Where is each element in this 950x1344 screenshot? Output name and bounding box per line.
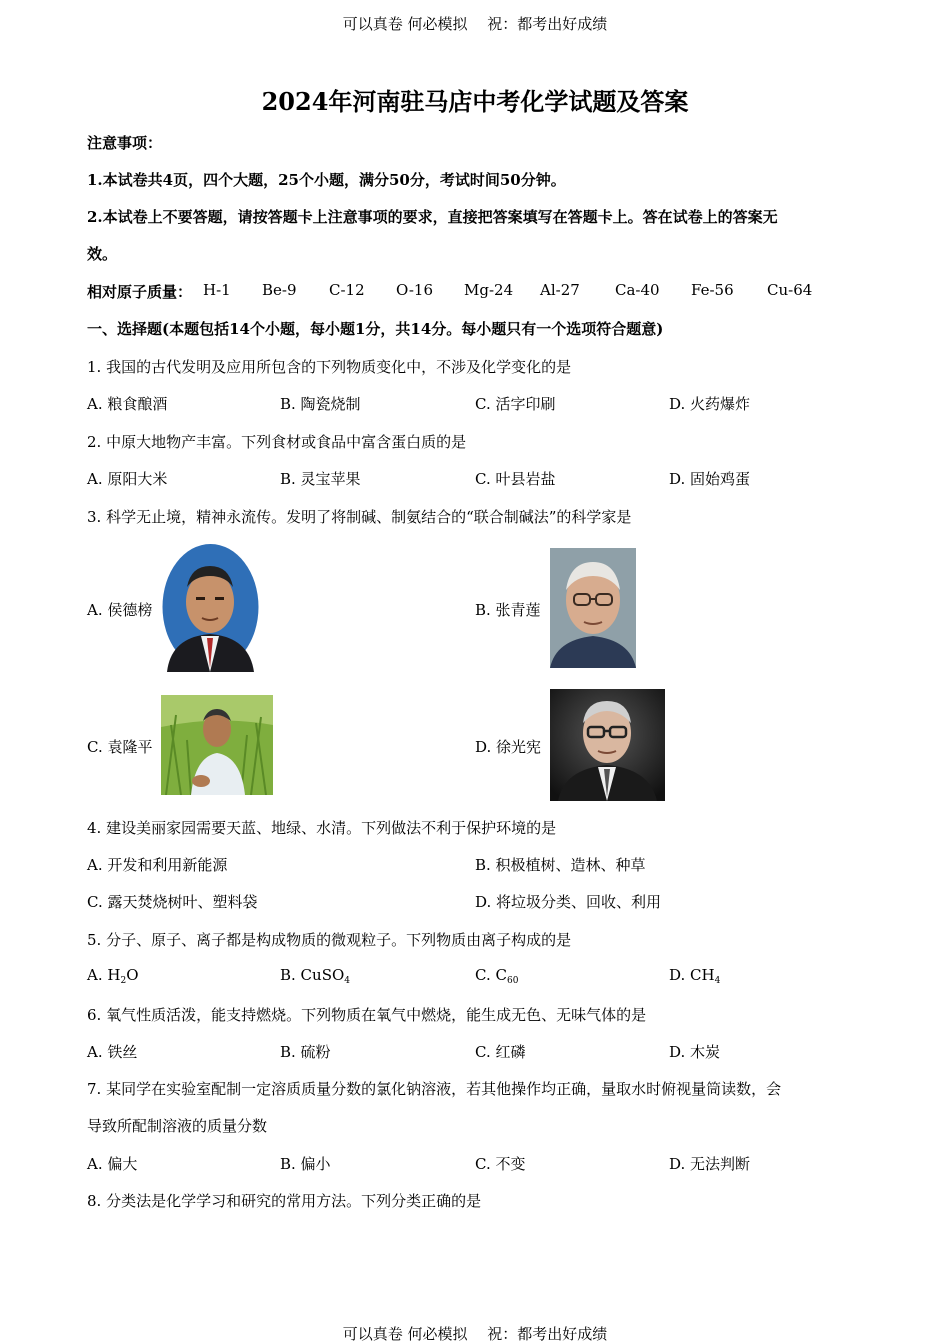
notes-item-2: 2.本试卷上不要答题，请按答题卡上注意事项的要求，直接把答案填写在答题卡上。答在试卷上的答案无 [87, 208, 778, 226]
portrait-dark-background-photo [550, 689, 665, 801]
formula-subscript: 60 [506, 976, 519, 986]
question-3-option-c: C. 袁隆平 [87, 738, 153, 756]
notes-item-1: 1.本试卷共4页，四个大题，25个小题，满分50分，考试时间50分钟。 [87, 171, 566, 189]
atomic-mass-item: H-1 [203, 281, 231, 299]
question-6-option-a: A. 铁丝 [87, 1043, 138, 1061]
portrait-image [550, 548, 636, 668]
formula-text: B. CuSO [280, 966, 345, 984]
question-5-stem: 5. 分子、原子、离子都是构成物质的微观粒子。下列物质由离子构成的是 [87, 931, 572, 949]
portrait-image [161, 695, 273, 795]
formula-subscript: 2 [120, 976, 127, 986]
question-6-option-d: D. 木炭 [669, 1043, 721, 1061]
atomic-masses-label: 相对原子质量： [87, 283, 193, 301]
notes-item-2-cont: 效。 [87, 245, 118, 263]
portrait-oval-photo [161, 542, 260, 672]
question-1-option-c: C. 活字印刷 [475, 395, 556, 413]
question-7-stem-cont: 导致所配制溶液的质量分数 [87, 1117, 268, 1135]
question-4-option-d: D. 将垃圾分类、回收、利用 [475, 893, 662, 911]
question-4-option-a: A. 开发和利用新能源 [87, 856, 228, 874]
atomic-mass-item: Cu-64 [767, 281, 813, 299]
atomic-mass-item: C-12 [329, 281, 365, 299]
formula-text: C. C [475, 966, 507, 984]
atomic-mass-item: Al-27 [540, 281, 580, 299]
formula-subscript: 4 [714, 976, 721, 986]
portrait-elderly-glasses-photo [550, 548, 636, 668]
atomic-mass-item: O-16 [396, 281, 434, 299]
question-2-option-a: A. 原阳大米 [87, 470, 168, 488]
question-8-stem: 8. 分类法是化学学习和研究的常用方法。下列分类正确的是 [87, 1192, 482, 1210]
formula-text: D. CH [669, 966, 715, 984]
question-2-option-c: C. 叶县岩盐 [475, 470, 556, 488]
question-1-stem: 1. 我国的古代发明及应用所包含的下列物质变化中，不涉及化学变化的是 [87, 358, 572, 376]
question-3-option-a: A. 侯德榜 [87, 601, 153, 619]
atomic-masses [87, 281, 813, 302]
question-6-option-b: B. 硫粉 [280, 1043, 331, 1061]
portrait-image [161, 542, 260, 672]
question-7-option-d: D. 无法判断 [669, 1155, 751, 1173]
notes-heading: 注意事项： [87, 134, 163, 152]
portrait-image [550, 689, 665, 801]
question-3-stem: 3. 科学无止境，精神永流传。发明了将制碱、制氨结合的“联合制碱法”的科学家是 [87, 508, 632, 526]
atomic-mass-item: Ca-40 [615, 281, 660, 299]
question-1-option-d: D. 火药爆炸 [669, 395, 751, 413]
question-7-stem: 7. 某同学在实验室配制一定溶质质量分数的氯化钠溶液，若其他操作均正确，量取水时俯视量筒读数，会 [87, 1080, 782, 1098]
question-3-option-d: D. 徐光宪 [475, 738, 542, 756]
page-title: 2024年河南驻马店中考化学试题及答案 [261, 87, 689, 116]
page-header: 可以真卷 何必模拟 祝：都考出好成绩 [342, 15, 608, 33]
question-4-stem: 4. 建设美丽家园需要天蓝、地绿、水清。下列做法不利于保护环境的是 [87, 819, 557, 837]
question-5-option-d [669, 966, 720, 986]
formula-text: O [126, 966, 139, 984]
question-7-option-c: C. 不变 [475, 1155, 526, 1173]
question-5-option-a [87, 966, 139, 986]
question-7-option-a: A. 偏大 [87, 1155, 138, 1173]
formula-subscript: 4 [344, 976, 351, 986]
question-2-option-b: B. 灵宝苹果 [280, 470, 361, 488]
page-footer: 可以真卷 何必模拟 祝：都考出好成绩 [342, 1325, 608, 1343]
question-4-option-c: C. 露天焚烧树叶、塑料袋 [87, 893, 258, 911]
question-5-option-b [280, 966, 350, 986]
question-2-stem: 2. 中原大地物产丰富。下列食材或食品中富含蛋白质的是 [87, 433, 467, 451]
question-1-option-b: B. 陶瓷烧制 [280, 395, 361, 413]
question-3-option-b: B. 张青莲 [475, 601, 541, 619]
question-2-option-d: D. 固始鸡蛋 [669, 470, 751, 488]
atomic-mass-item: Fe-56 [691, 281, 734, 299]
question-4-option-b: B. 积极植树、造林、种草 [475, 856, 646, 874]
question-6-option-c: C. 红磷 [475, 1043, 526, 1061]
atomic-mass-item: Mg-24 [464, 281, 514, 299]
question-7-option-b: B. 偏小 [280, 1155, 331, 1173]
atomic-mass-item: Be-9 [262, 281, 297, 299]
question-6-stem: 6. 氧气性质活泼，能支持燃烧。下列物质在氧气中燃烧，能生成无色、无味气体的是 [87, 1006, 647, 1024]
section-heading: 一、选择题(本题包括14个小题，每小题1分，共14分。每小题只有一个选项符合题意) [87, 320, 664, 338]
formula-text: A. H [87, 966, 121, 984]
question-1-option-a: A. 粮食酿酒 [87, 395, 168, 413]
portrait-rice-field-photo [161, 695, 273, 795]
question-5-option-c [475, 966, 518, 986]
